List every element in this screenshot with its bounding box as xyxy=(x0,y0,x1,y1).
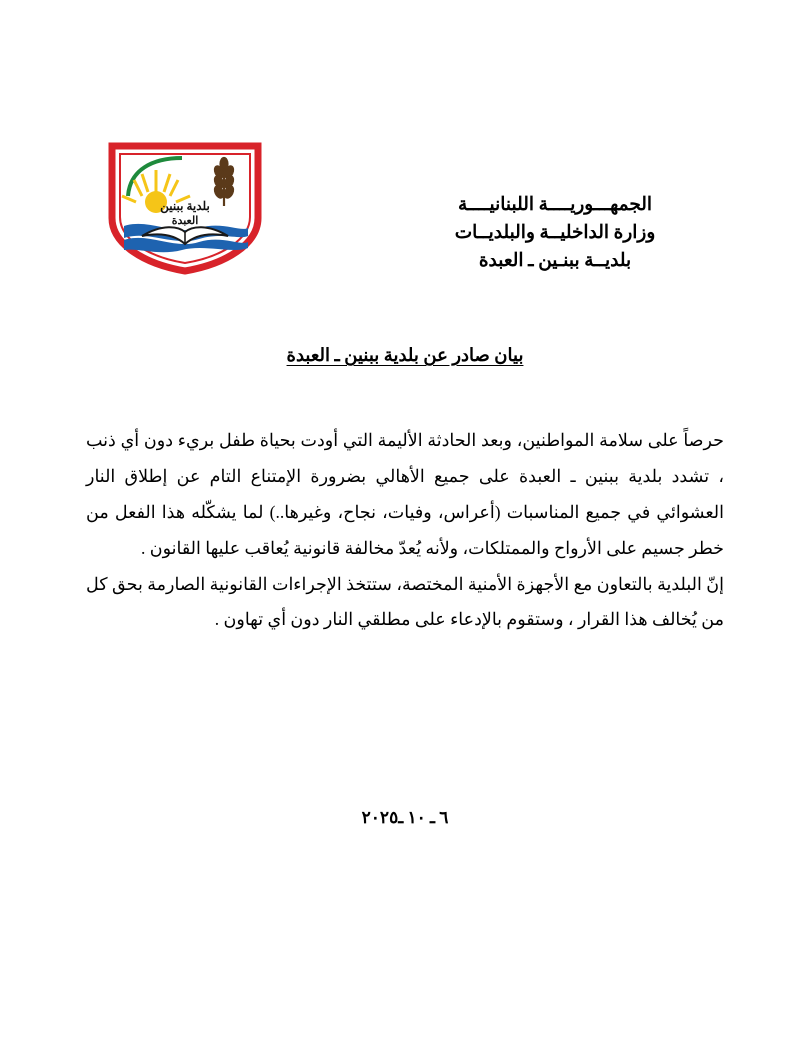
municipality-emblem-icon xyxy=(104,140,266,275)
emblem-text-line1: بلدية ببنين xyxy=(160,199,210,213)
page-title-text: بيان صادر عن بلدية ببنين ـ العبدة xyxy=(286,345,524,365)
header-authority-block xyxy=(345,192,765,275)
body-paragraph-1: حرصاً على سلامة المواطنين، وبعد الحادثة الأليمة التي أودت بحياة طفل بريء دون أي ذنب ، تشدد بلدية ببنين ـ العبدة على جميع الأهالي بضرورة الإمتناع التام عن إطلاق النار العشوائي في جميع المناسبات (أعراس، وفيات، نجاح، وغيرها..) لما يشكّله هذا الفعل من خطر جسيم على الأرواح والممتلكات، ولأنه يُعدّ مخالفة قانونية يُعاقب عليها القانون . xyxy=(86,430,724,558)
page-title xyxy=(0,345,810,366)
document-body xyxy=(86,423,724,638)
document-date-text: ٦ ـ ١٠ ـ٢٠٢٥ xyxy=(361,808,449,827)
emblem-text-line2: العبدة xyxy=(171,215,199,227)
document-header xyxy=(0,132,810,292)
header-line-municipality: بلديــة ببنـين ـ العبدة xyxy=(478,250,632,271)
header-line-republic: الجمهـــوريــــة اللبنانيــــة xyxy=(457,195,653,215)
document-date xyxy=(0,808,810,828)
header-line-ministry: وزارة الداخليــة والبلديــات xyxy=(454,222,656,243)
body-paragraph-2: إنّ البلدية بالتعاون مع الأجهزة الأمنية المختصة، ستتخذ الإجراءات القانونية الصارمة بحق كل من يُخالف هذا القرار ، وستقوم بالإدعاء على مطلقي النار دون أي تهاون . xyxy=(86,573,724,630)
